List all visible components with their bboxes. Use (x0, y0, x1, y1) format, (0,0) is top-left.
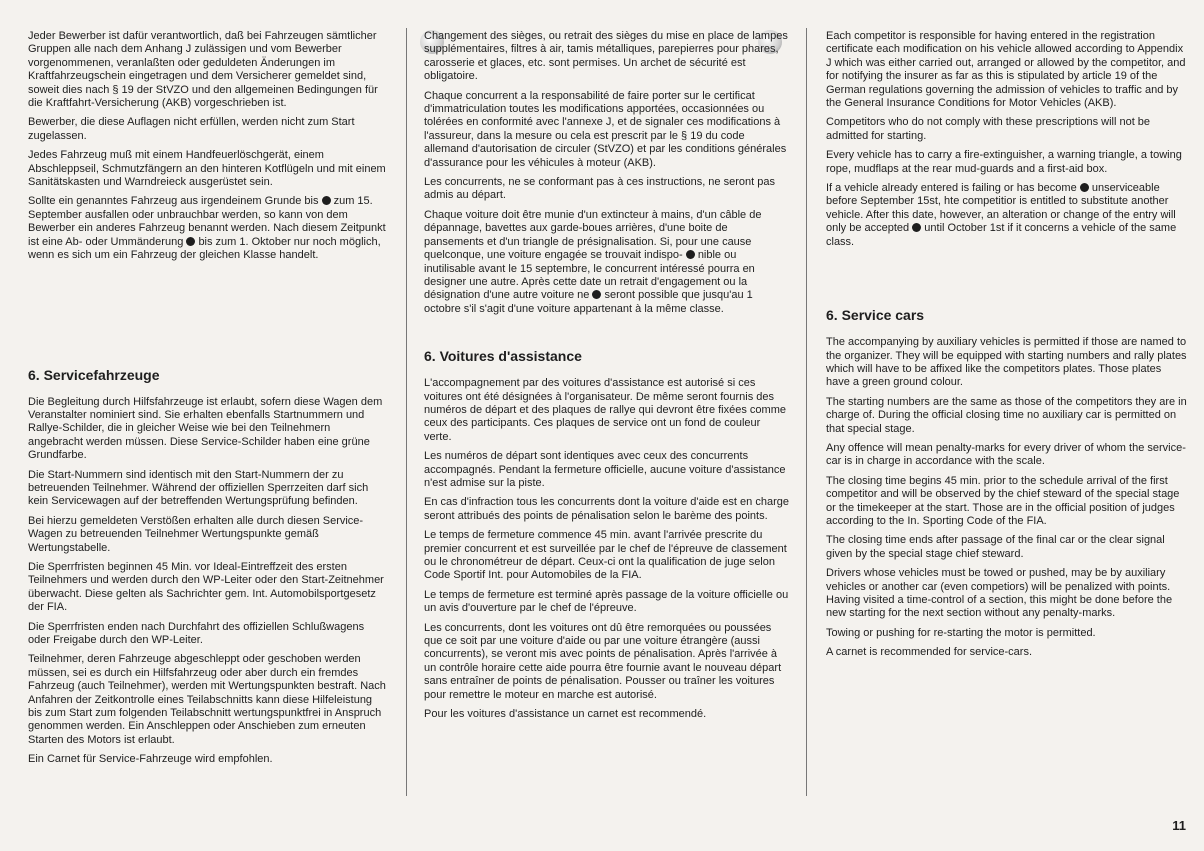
fr-paragraph: En cas d'infraction tous les concurrents dont la voiture d'aide est en charge seront attribués des points de pénalisation selon le barème des points. (424, 496, 789, 522)
de-paragraph: Ein Carnet für Service-Fahrzeuge wird empfohlen. (28, 753, 273, 766)
fr-paragraph: Le temps de fermeture commence 45 min. avant l'arrivée prescrite du premier concurrent et est surveillée par le chef de l'épreuve de classement ou le chronométreur de départ. Ceux-ci ont la qualification de juge selon Code Sportif Int. pour Automobiles de la FIA. (424, 529, 787, 582)
fr-paragraph: Les numéros de départ sont identiques avec ceux des concurrents accompagnés. Pendant la fermeture officielle, aucune voiture d'assistance n'est admise sur la piste. (424, 450, 786, 489)
column-divider-1 (406, 28, 407, 796)
german-column (28, 30, 388, 773)
page-number: 11 (1172, 818, 1186, 833)
en-paragraph: Every vehicle has to carry a fire-extinguisher, a warning triangle, a towing rope, mudflaps at the rear mud-guards and a first-aid box. (826, 149, 1182, 175)
de-replace-text-a: Sollte ein genanntes Fahrzeug aus irgendeinem Grunde bis (28, 195, 319, 208)
de-paragraph: Jedes Fahrzeug muß mit einem Handfeuerlöschgerät, einem Abschleppseil, Schmutzfängern an den hinteren Kotflügeln und mit einem Sanitätskasten und Warndreieck ausgerüstet sein. (28, 149, 386, 189)
en-paragraph: The accompanying by auxiliary vehicles is permitted if those are named to the organizer. They will be equipped with starting numbers and rally plates which will have to be affixed like the competitors plates. Those plates have a green ground colour. (826, 336, 1187, 389)
de-paragraph: Die Sperrfristen beginnen 45 Min. vor Ideal-Eintreffzeit des ersten Teilnehmers und werden durch den WP-Leiter oder den Start-Zeitnehmer überwacht. Diese gelten als Sachrichter gem. Int. Automobilsportgesetz der FIA. (28, 560, 384, 614)
en-paragraph: Each competitor is responsible for having entered in the registration certificate each modification on his vehicle allowed according to Appendix J which was either carried out, arranged or allowed by the competitor, and for notifying the insurer as far as this is stipulated by article 19 of the German regulations governing the admission of vehicles to traffic and by the General Insurance Conditions for Motor Vehicles (AKB). (826, 30, 1186, 110)
de-paragraph: Teilnehmer, deren Fahrzeuge abgeschleppt oder geschoben werden müssen, sei es durch ein Hilfsfahrzeug oder aber durch ein fremdes Fahrzeug (auch Teilnehmer), werden mit Wertungspunkten bestraft. Nach Anfahren der Zeitkontrolle eines Teilabschnitts kann diese Hilfeleistung bis zum Start zum folgenden Teilabschnitt wertungspunktfrei in Anspruch genommen werden. Ein Anschleppen oder Anschieben zum erneuten Starten des Motors ist erlaubt. (28, 653, 386, 746)
fr-replace-text-a: Chaque voiture doit être munie d'un extincteur à mains, d'un câble de dépannage, bavettes aux garde-boues arrières, d'une boite de pansements et d'un triangle de présignalisation. Si, pour une cause quelconque, une voiture engagée se trouvait indispo- (424, 208, 762, 262)
fr-paragraph: Le temps de fermeture est terminé après passage de la voiture officielle ou un avis d'ouverture par le chef de l'épreuve. (424, 588, 789, 615)
english-column (826, 30, 1188, 666)
bullet-dot-icon (1080, 183, 1089, 192)
de-paragraph: Die Begleitung durch Hilfsfahrzeuge ist erlaubt, sofern diese Wagen dem Veranstalter nominiert sind. Sie erhalten ebenfalls Startnummern und Rallye-Schilder, die in gleicher Weise wie bei den Teilnehmern angebracht werden müssen. Diese Service-Schilder haben eine grüne Grundfarbe. (28, 395, 383, 462)
en-paragraph: Drivers whose vehicles must be towed or pushed, may be by auxiliary vehicles or another car (even competiors) will be penalized with points. Having visited a time-control of a section, this might be done before the new starting for the next section without any penalty-marks. (826, 567, 1173, 620)
en-paragraph: The starting numbers are the same as those of the competitors they are in charge of. During the official closing time no auxiliary car is permitted on that special stage. (826, 395, 1187, 435)
fr-replace-text-c: seront possible que jusqu'au 1 octobre s'il s'agit d'une voiture appartenant à la même classe. (424, 289, 753, 315)
de-paragraph: Bewerber, die diese Auflagen nicht erfüllen, werden nicht zum Start zugelassen. (28, 116, 355, 142)
en-replace-text-c: until October 1st if it concerns a vehicle of the same class. (826, 222, 1177, 248)
en-replacement-paragraph (826, 182, 1188, 249)
french-column (424, 30, 790, 727)
bullet-dot-icon (592, 290, 601, 299)
en-replace-text-b: unserviceable before September 15st, hte competitior is entitled to substitute another vehicle. After this date, however, an alteration or change of the entry will only be accepted (826, 182, 1176, 235)
bullet-dot-icon (186, 237, 195, 246)
de-replace-text-c: bis zum 1. Oktober nur noch möglich, wenn es sich um ein Fahrzeug der gleichen Klasse handelt. (28, 235, 381, 262)
fr-paragraph: Les concurrents, dont les voitures ont dû être remorquées ou poussées que ce soit par une voiture d'aide ou par une voiture étrangère (aussi concurrents), se veront mis avec points de pénalisation. Après l'arrivée à un contrôle horaire cette aide pourra être fournie avant le nouveau départ sans entraîner de points de pénalisation. Pousser ou traîner les voitures pour remettre le moteur en marche est autorisé. (424, 621, 782, 701)
bullet-dot-icon (912, 223, 921, 232)
fr-paragraph: Chaque concurrent a la responsabilité de faire porter sur le certificat d'immatriculation toutes les modifications apportées, occasionnées ou tolérées en conformité avec l'annexe J, et de signaler ces modifications à l'assureur, dans la mesure ou cela est prescrit par le § 19 du code allemand d'autorisation de circuler (StVZO) et par les conditions générales d'assurance pour les véhicules à moteur (AKB). (424, 89, 787, 169)
de-paragraph: Die Sperrfristen enden nach Durchfahrt des offiziellen Schlußwagens oder Freigabe durch den WP-Leiter. (28, 620, 365, 646)
en-section-heading: 6. Service cars (826, 307, 925, 324)
en-paragraph: A carnet is recommended for service-cars. (826, 646, 1033, 659)
en-paragraph: The closing time ends after passage of the final car or the clear signal given by the special stage chief steward. (826, 534, 1165, 560)
de-section-heading: 6. Servicefahrzeuge (28, 366, 160, 383)
de-replacement-paragraph (28, 195, 388, 262)
bullet-dot-icon (686, 250, 695, 259)
de-paragraph: Die Start-Nummern sind identisch mit den Start-Nummern der zu betreuenden Teilnehmer. Während der offiziellen Sperrzeiten darf sich kein Servicewagen auf der betreffenden Wertungsprüfung befinden. (28, 468, 369, 508)
fr-paragraph: Changement des sièges, ou retrait des sièges du mise en place de lampes supplémentaires, filtres à air, tamis métalliques, parepierres pour phares, carosserie et glaces, etc. sont permises. Un archet de sécurité est obligatoire. (424, 30, 788, 83)
fr-paragraph: Les concurrents, ne se conformant pas à ces instructions, ne seront pas admis au départ. (424, 176, 775, 202)
fr-replace-text-b: nible ou inutilisable avant le 15 septembre, le concurrent intéressé pourra en designer une autre. Après cette date un retrait d'engagement ou la désignation d'une autre voiture ne (424, 249, 755, 302)
en-paragraph: Towing or pushing for re-starting the motor is permitted. (826, 626, 1096, 639)
fr-section-heading: 6. Voitures d'assistance (424, 348, 582, 365)
de-replace-text-b: zum 15. September ausfallen oder unbrauchbar werden, so kann von dem Bewerber ein anderes Fahrzeug benannt werden. Nach diesem Zeitpunkt ist eine Ab- oder Ummänderung (28, 195, 386, 248)
de-paragraph: Bei hierzu gemeldeten Verstößen erhalten alle durch diesen Service-Wagen zu betreuenden Teilnehmer Wertungspunkte gemäß Wertungstabelle. (28, 514, 364, 554)
en-replace-text-a: If a vehicle already entered is failing or has become (826, 182, 1077, 195)
de-paragraph: Jeder Bewerber ist dafür verantwortlich, daß bei Fahrzeugen sämtlicher Gruppen alle nach dem Anhang J zulässigen und vom Bewerber vorgenommenen, veranlaßten oder geduldeten Änderungen im Kraftfahrzeugschein eingetragen und dem Versicherer gemeldet sind, soweit dies nach § 19 der StVZO und den allgemeinen Bedingungen für die Kraftfahrt-Versicherung (AKB) vorgeschrieben ist. (28, 30, 378, 110)
en-paragraph: Any offence will mean penalty-marks for every driver of whom the service-car is in charge in accordance with the scale. (826, 441, 1186, 468)
column-divider-2 (806, 28, 807, 796)
bullet-dot-icon (322, 196, 331, 205)
en-paragraph: The closing time begins 45 min. prior to the schedule arrival of the first competitor and will be observed by the chief steward of the special stage or the timekeeper at the start. Those are in the official position of judges according to the In. Sporting Code of the FIA. (826, 474, 1180, 527)
fr-replacement-paragraph (424, 209, 790, 316)
fr-paragraph: L'accompagnement par des voitures d'assistance est autorisé si ces voitures ont été désignées à l'organisateur. De même seront fournis des numéros de départ et des plaques de rallye qui devront être fixées comme ceux des participants. Ces plaques de service ont un fond de couleur verte. (424, 377, 786, 443)
en-paragraph: Competitors who do not comply with these prescriptions will not be admitted for starting. (826, 116, 1151, 142)
fr-paragraph: Pour les voitures d'assistance un carnet est recommendé. (424, 708, 707, 721)
